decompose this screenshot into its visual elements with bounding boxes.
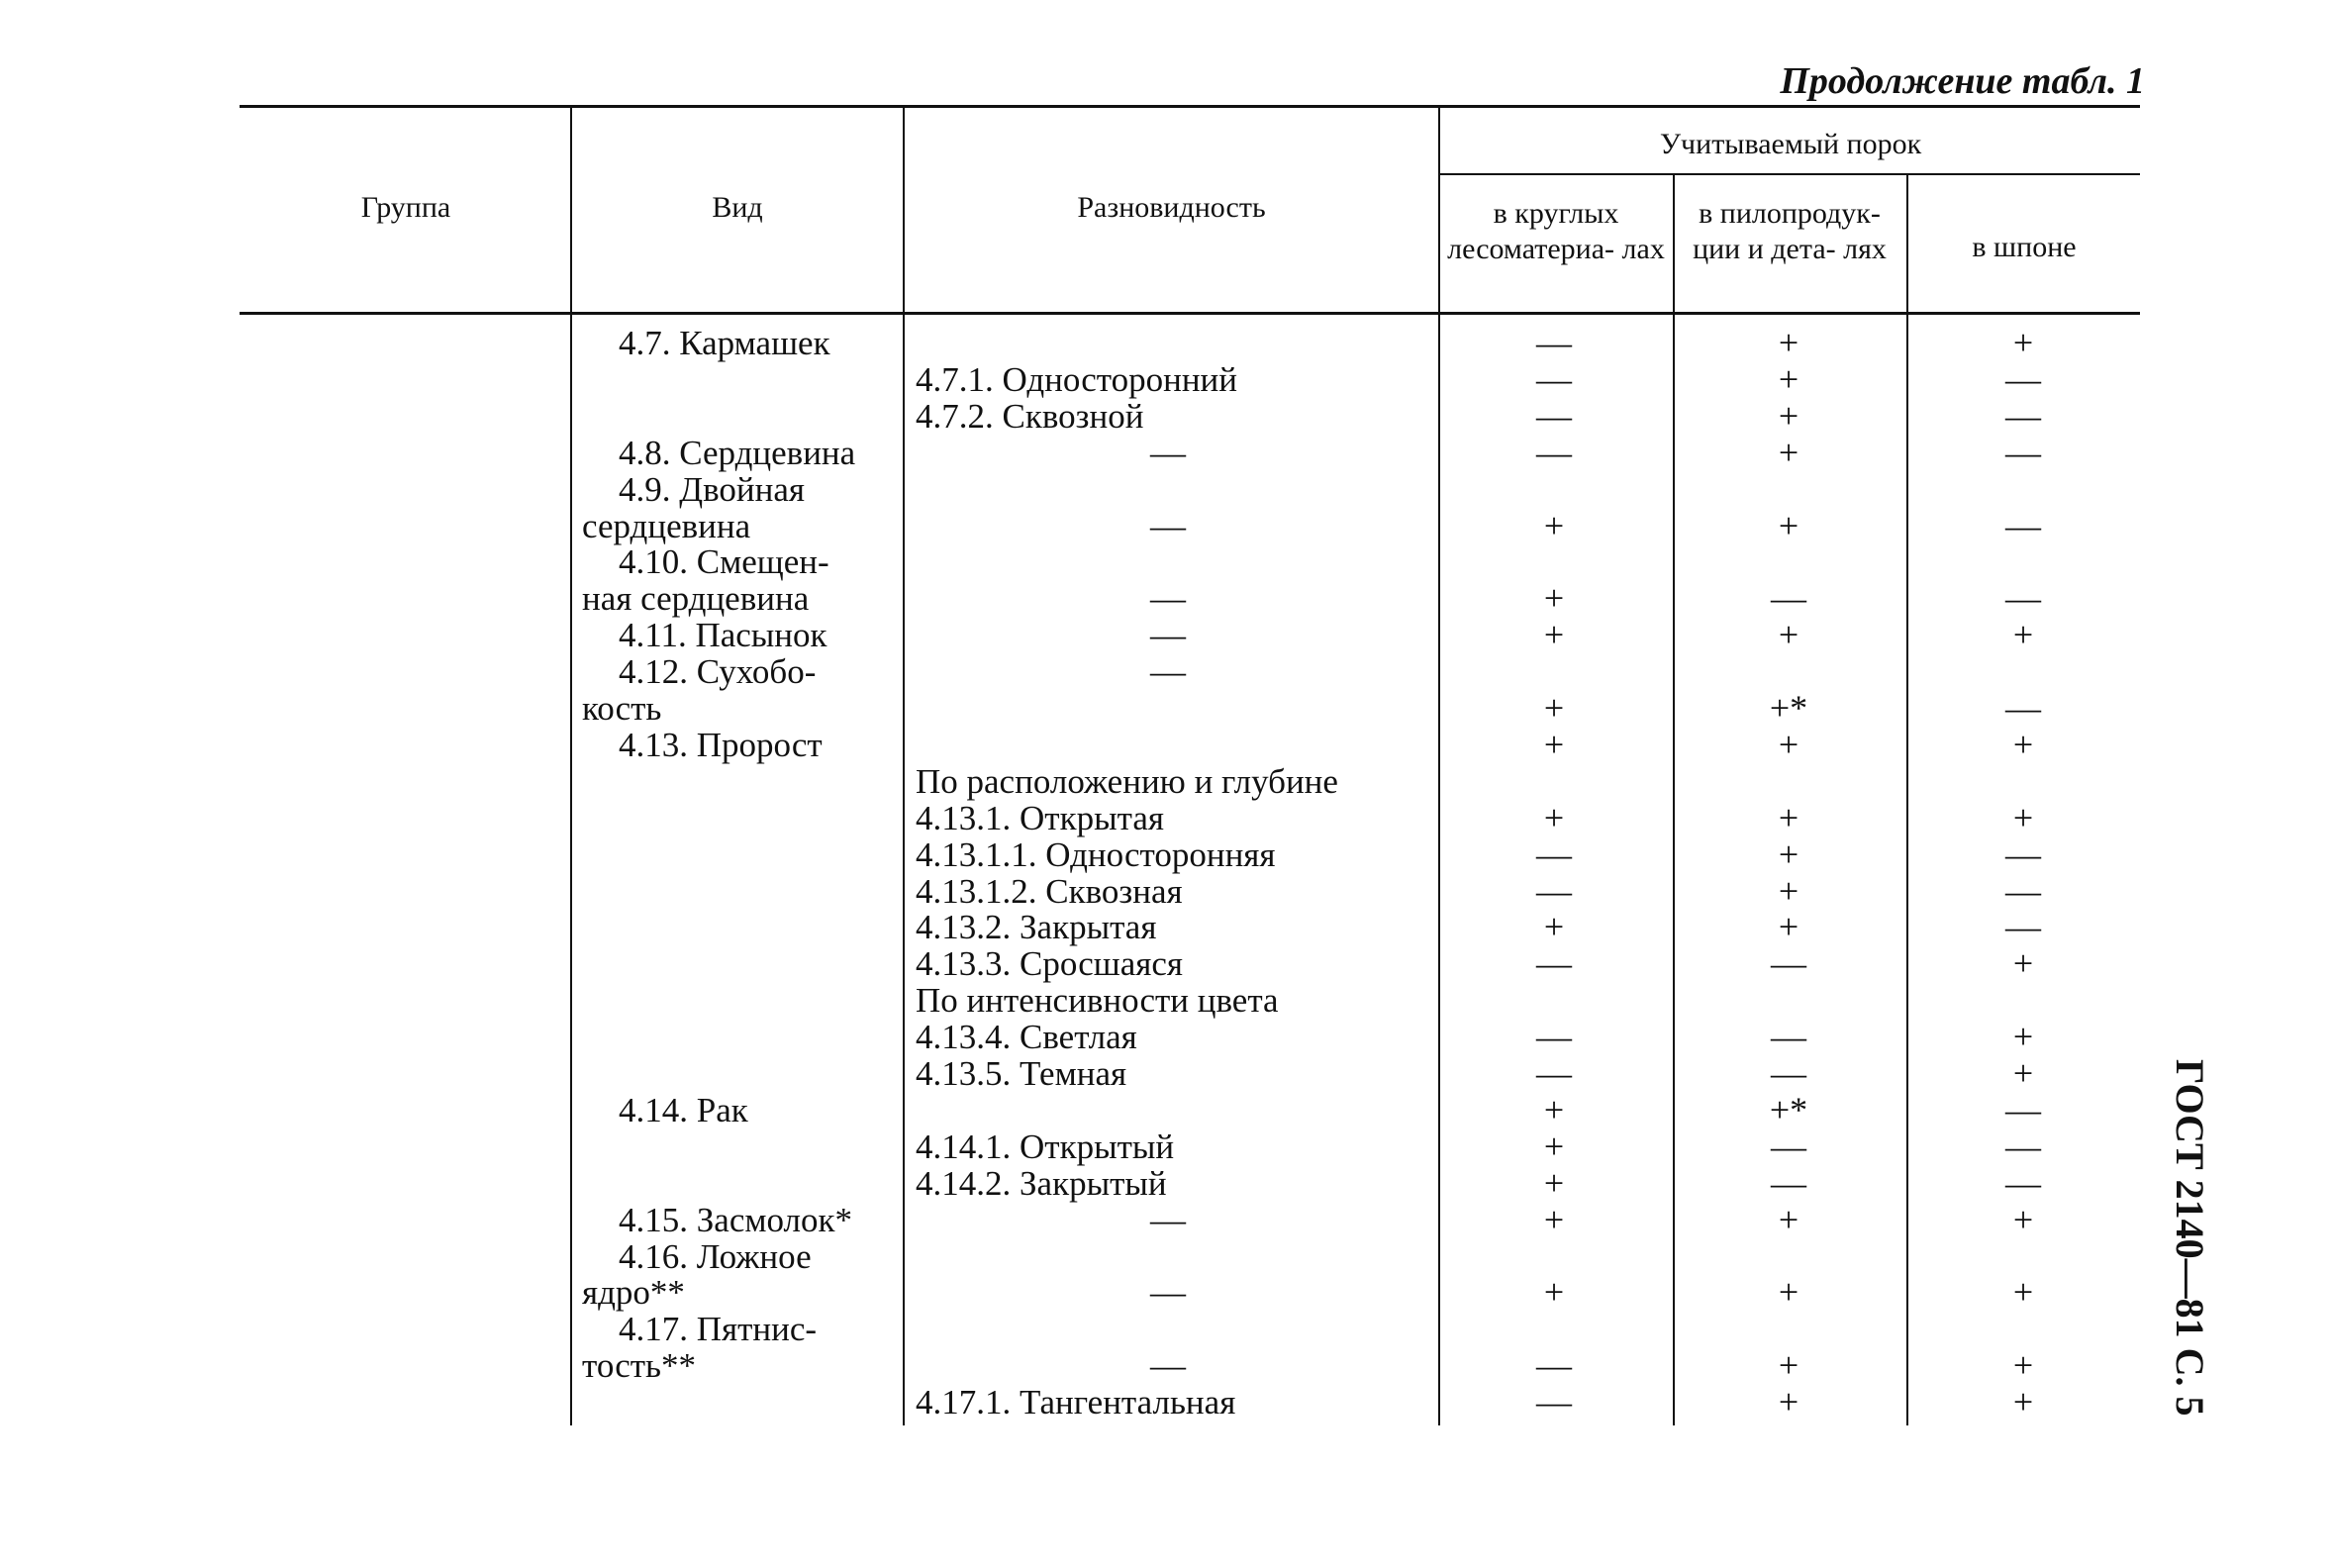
round-mark: — [1536, 1053, 1572, 1093]
sawn-mark: + [1778, 907, 1799, 946]
veneer-mark: + [2012, 1053, 2034, 1093]
round-mark: + [1543, 725, 1565, 764]
table-continuation-caption: Продолжение табл. 1 [1780, 60, 2145, 102]
veneer-mark: + [2012, 323, 2034, 362]
round-mark: — [1536, 433, 1572, 472]
variety-cell: 4.13.1.1. Односторонняя [916, 835, 1276, 874]
variety-dash: — [1150, 1200, 1186, 1239]
sawn-mark: — [1771, 943, 1806, 983]
variety-cell: 4.13.4. Светлая [916, 1018, 1137, 1056]
kind-cell: кость [582, 689, 662, 728]
variety-cell: 4.14.1. Открытый [916, 1127, 1175, 1166]
round-mark: + [1543, 688, 1565, 728]
header-round: в круглых лесоматериа- лах [1447, 197, 1665, 265]
header-sawn: в пилопродук- ции и дета- лях [1693, 197, 1887, 265]
round-mark: + [1543, 506, 1565, 545]
variety-cell: 4.7.2. Сквозной [916, 397, 1144, 436]
veneer-mark: + [2012, 615, 2034, 654]
veneer-mark: — [2005, 834, 2041, 874]
veneer-mark: + [2012, 1017, 2034, 1056]
header-variety: Разновидность [1077, 191, 1266, 224]
veneer-mark: — [2005, 1163, 2041, 1203]
sawn-mark: + [1778, 396, 1799, 436]
veneer-mark: + [2012, 725, 2034, 764]
sawn-mark: + [1778, 323, 1799, 362]
kind-cell: ядро** [582, 1273, 685, 1312]
kind-cell: 4.15. Засмолок* [619, 1201, 853, 1239]
round-mark: + [1543, 1090, 1565, 1129]
kind-cell: сердцевина [582, 507, 751, 545]
veneer-mark: — [2005, 871, 2041, 911]
sawn-mark: + [1778, 1272, 1799, 1312]
veneer-mark: — [2005, 359, 2041, 399]
variety-cell: 4.13.2. Закрытая [916, 908, 1157, 946]
kind-cell: 4.8. Сердцевина [619, 434, 856, 472]
header-defect: Учитываемый порок [1659, 128, 1922, 160]
round-mark: + [1543, 1200, 1565, 1239]
variety-cell: 4.7.1. Односторонний [916, 360, 1238, 399]
kind-cell: 4.9. Двойная [619, 470, 806, 509]
sawn-mark: — [1771, 1017, 1806, 1056]
veneer-mark: + [2012, 1200, 2034, 1239]
round-mark: — [1536, 323, 1572, 362]
kind-cell: 4.11. Пасынок [619, 616, 827, 654]
kind-cell: ная сердцевина [582, 579, 810, 618]
round-mark: + [1543, 798, 1565, 837]
sawn-mark: + [1778, 1200, 1799, 1239]
sawn-mark: + [1778, 506, 1799, 545]
kind-cell: 4.12. Сухобо- [619, 652, 817, 691]
variety-dash: — [1150, 433, 1186, 472]
sawn-mark: +* [1769, 688, 1808, 728]
variety-dash: — [1150, 1345, 1186, 1385]
kind-cell: тость** [582, 1346, 696, 1385]
kind-cell: 4.17. Пятнис- [619, 1310, 818, 1348]
veneer-mark: + [2012, 943, 2034, 983]
round-mark: — [1536, 834, 1572, 874]
variety-dash: — [1150, 1272, 1186, 1312]
veneer-mark: — [2005, 578, 2041, 618]
variety-cell: 4.13.1.2. Сквозная [916, 872, 1183, 911]
kind-cell: 4.10. Смещен- [619, 542, 829, 581]
round-mark: — [1536, 1382, 1572, 1421]
sawn-mark: + [1778, 1345, 1799, 1385]
sawn-mark: +* [1769, 1090, 1808, 1129]
sawn-mark: + [1778, 615, 1799, 654]
round-mark: — [1536, 943, 1572, 983]
defect-header-rule [1438, 173, 2140, 175]
kind-cell: 4.16. Ложное [619, 1237, 812, 1276]
sawn-mark: + [1778, 798, 1799, 837]
round-mark: — [1536, 396, 1572, 436]
variety-cell: 4.17.1. Тангентальная [916, 1383, 1236, 1421]
veneer-mark: — [2005, 396, 2041, 436]
sawn-mark: + [1778, 359, 1799, 399]
veneer-mark: — [2005, 433, 2041, 472]
veneer-mark: — [2005, 1090, 2041, 1129]
round-mark: — [1536, 1017, 1572, 1056]
round-mark: — [1536, 871, 1572, 911]
sawn-mark: + [1778, 433, 1799, 472]
variety-dash: — [1150, 651, 1186, 691]
variety-cell: По интенсивности цвета [916, 981, 1279, 1020]
round-mark: + [1543, 615, 1565, 654]
kind-cell: 4.7. Кармашек [619, 324, 830, 362]
variety-cell: 4.13.3. Сросшаяся [916, 944, 1183, 983]
veneer-mark: — [2005, 907, 2041, 946]
column-divider-kind [903, 105, 905, 1425]
sawn-mark: — [1771, 1163, 1806, 1203]
kind-cell: 4.13. Пророст [619, 726, 823, 764]
header-bottom-rule [240, 312, 2140, 315]
variety-cell: 4.13.1. Открытая [916, 799, 1164, 837]
kind-cell: 4.14. Рак [619, 1091, 748, 1129]
variety-cell: По расположению и глубине [916, 762, 1338, 801]
table-top-rule [240, 105, 2140, 108]
veneer-mark: + [2012, 1382, 2034, 1421]
round-mark: — [1536, 1345, 1572, 1385]
veneer-mark: — [2005, 1127, 2041, 1166]
header-kind: Вид [712, 191, 763, 224]
standard-page-label: ГОСТ 2140—81 С. 5 [2168, 1059, 2212, 1417]
veneer-mark: — [2005, 688, 2041, 728]
sawn-mark: + [1778, 871, 1799, 911]
sawn-mark: + [1778, 1382, 1799, 1421]
variety-dash: — [1150, 506, 1186, 545]
column-divider-variety [1438, 105, 1440, 1425]
column-divider-sawn [1906, 174, 1908, 1425]
header-group: Группа [360, 191, 451, 224]
variety-cell: 4.13.5. Темная [916, 1054, 1127, 1093]
variety-cell: 4.14.2. Закрытый [916, 1164, 1167, 1203]
sawn-mark: + [1778, 725, 1799, 764]
sawn-mark: + [1778, 834, 1799, 874]
veneer-mark: + [2012, 798, 2034, 837]
column-divider-group [570, 105, 572, 1425]
column-divider-round [1673, 174, 1675, 1425]
veneer-mark: + [2012, 1345, 2034, 1385]
variety-dash: — [1150, 615, 1186, 654]
veneer-mark: + [2012, 1272, 2034, 1312]
round-mark: — [1536, 359, 1572, 399]
sawn-mark: — [1771, 1127, 1806, 1166]
variety-dash: — [1150, 578, 1186, 618]
round-mark: + [1543, 1272, 1565, 1312]
round-mark: + [1543, 1163, 1565, 1203]
sawn-mark: — [1771, 578, 1806, 618]
sawn-mark: — [1771, 1053, 1806, 1093]
round-mark: + [1543, 907, 1565, 946]
header-veneer: в шпоне [1972, 231, 2077, 263]
round-mark: + [1543, 1127, 1565, 1166]
veneer-mark: — [2005, 506, 2041, 545]
round-mark: + [1543, 578, 1565, 618]
